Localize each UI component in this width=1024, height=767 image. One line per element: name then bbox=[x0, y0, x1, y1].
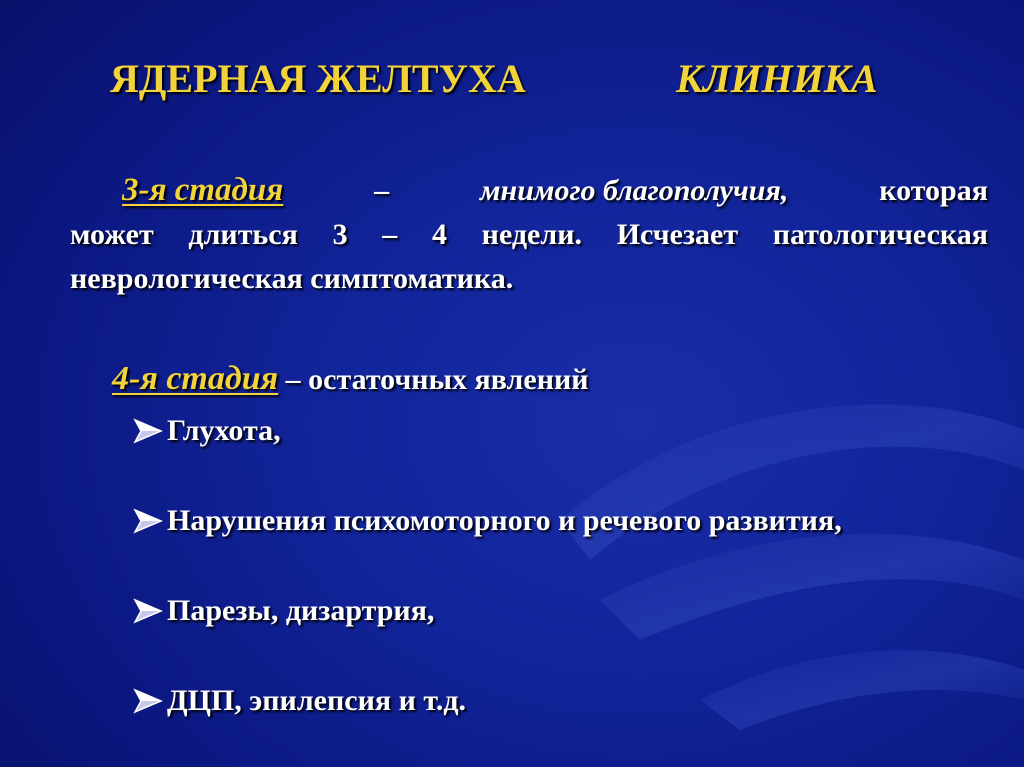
stage3-word: патологическая bbox=[772, 218, 988, 251]
stage4-label: 4-я стадия bbox=[112, 360, 279, 397]
stage3-line3: неврологическая симптоматика. bbox=[70, 262, 514, 295]
stage3-word: может bbox=[70, 218, 154, 251]
bullet-text: Глухота, bbox=[167, 414, 281, 447]
stage4-rest: – остаточных явлений bbox=[278, 363, 589, 396]
stage3-line1-end: которая bbox=[879, 174, 988, 207]
arrow-bullet-icon bbox=[133, 688, 163, 714]
bullet-text: ДЦП, эпилепсия и т.д. bbox=[167, 684, 467, 717]
stage3-italic: мнимого благополучия, bbox=[480, 174, 789, 207]
stage3-dash: – bbox=[374, 174, 390, 207]
arrow-bullet-icon bbox=[133, 418, 163, 444]
list-item bbox=[133, 684, 466, 718]
title-clinic: КЛИНИКА bbox=[676, 56, 878, 101]
stage3-word: Исчезает bbox=[616, 218, 739, 251]
bullet-text: Нарушения психомоторного и речевого развития, bbox=[167, 504, 842, 537]
list-item bbox=[133, 414, 281, 448]
stage3-word: – bbox=[382, 218, 398, 251]
list-item bbox=[133, 504, 842, 538]
arrow-bullet-icon bbox=[133, 508, 163, 534]
list-item bbox=[133, 594, 434, 628]
stage3-word: длиться bbox=[188, 218, 298, 251]
arrow-bullet-icon bbox=[133, 598, 163, 624]
stage3-word: недели. bbox=[481, 218, 582, 251]
stage3-paragraph bbox=[70, 168, 988, 301]
bullet-text: Парезы, дизартрия, bbox=[167, 594, 435, 627]
stage3-line1 bbox=[70, 168, 988, 213]
stage3-word: 3 bbox=[332, 218, 348, 251]
title-main: ЯДЕРНАЯ ЖЕЛТУХА bbox=[110, 56, 526, 101]
stage3-word: 4 bbox=[431, 218, 447, 251]
stage3-line2 bbox=[70, 213, 988, 257]
stage3-label: 3-я стадия bbox=[122, 172, 284, 208]
stage4-heading bbox=[112, 360, 589, 398]
